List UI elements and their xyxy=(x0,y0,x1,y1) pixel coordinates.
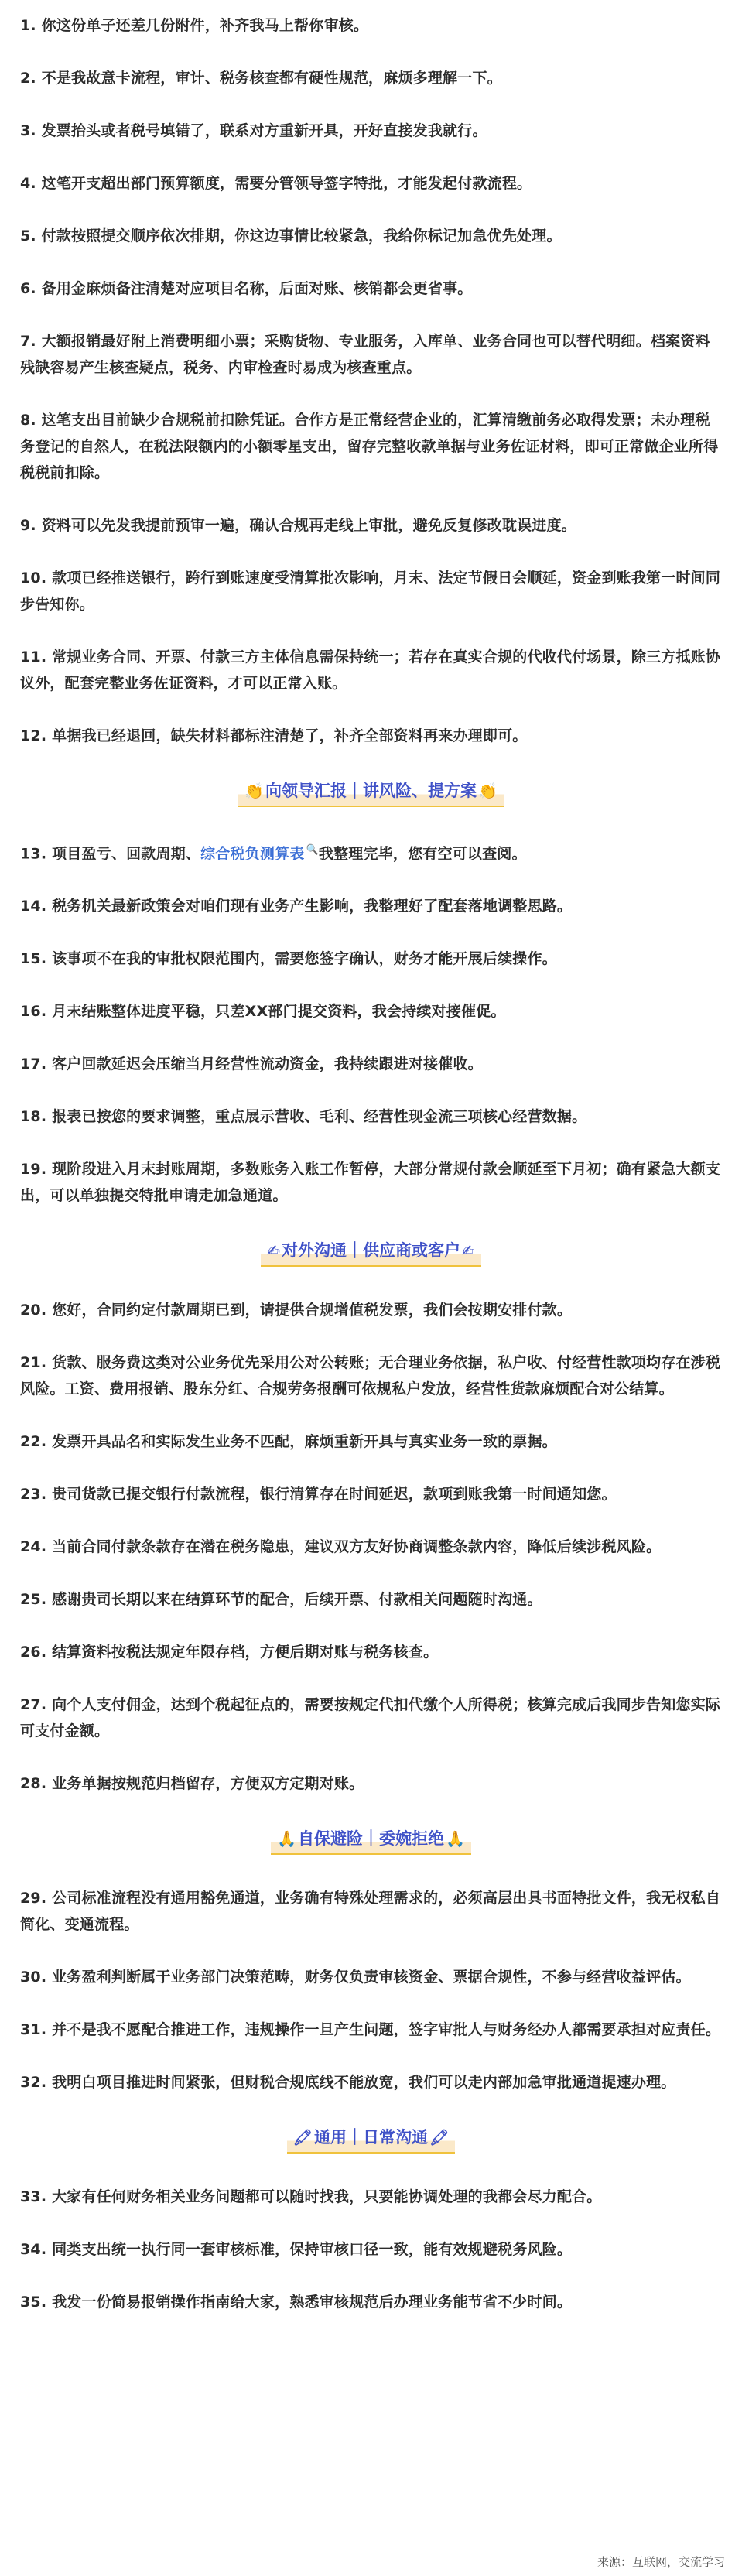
section-header-external xyxy=(20,1235,722,1269)
list-item: 6. 备用金麻烦备注清楚对应项目名称，后面对账、核销都会更省事。 xyxy=(20,280,473,297)
list-item: 23. 贵司货款已提交银行付款流程，银行清算存在时间延迟，款项到账我第一时间通知您。 xyxy=(20,1486,617,1504)
list-item: 24. 当前合同付款条款存在潜在税务隐患，建议双方友好协商调整条款内容，降低后续涉税风险。 xyxy=(20,1538,662,1556)
list-item: 29. 公司标准流程没有通用豁免通道，业务确有特殊处理需求的，必须高层出具书面特批文件，我无权私自简化、变通流程。 xyxy=(20,1890,721,1934)
list-item: 20. 您好，合同约定付款周期已到，请提供合规增值税发票，我们会按期安排付款。 xyxy=(20,1302,573,1319)
section-title: 向领导汇报｜讲风险、提方案 xyxy=(265,782,477,800)
list-item: 5. 付款按照提交顺序依次排期，你这边事情比较紧急，我给你标记加急优先处理。 xyxy=(20,227,562,245)
list-item: 31. 并不是我不愿配合推进工作，违规操作一旦产生问题，签字审批人与财务经办人都需要承担对应责任。 xyxy=(20,2021,721,2039)
tips-list-selfprotect xyxy=(20,1885,722,2095)
section-title: 通用｜日常沟通 xyxy=(314,2128,428,2147)
list-item: 26. 结算资料按税法规定年限存档，方便后期对账与税务核查。 xyxy=(20,1644,439,1661)
list-item: 9. 资料可以先发我提前预审一遍，确认合规再走线上审批，避免反复修改耽误进度。 xyxy=(20,517,576,534)
list-item: 1. 你这份单子还差几份附件，补齐我马上帮你审核。 xyxy=(20,17,369,34)
tips-list-basic xyxy=(20,12,722,749)
clap-icon: 👏 xyxy=(244,782,264,800)
list-item: 32. 我明白项目推进时间紧张，但财税合规底线不能放宽，我们可以走内部加急审批通道提速办理。 xyxy=(20,2074,676,2092)
list-item: 28. 业务单据按规范归档留存，方便双方定期对账。 xyxy=(20,1775,364,1793)
list-item: 10. 款项已经推送银行，跨行到账速度受清算批次影响，月末、法定节假日会顺延，资金到账我第一时间同步告知你。 xyxy=(20,570,721,613)
writing-hand-icon: ✍ xyxy=(267,1241,280,1261)
writing-hand-icon: ✍ xyxy=(462,1241,475,1261)
section-header-selfprotect xyxy=(20,1823,722,1857)
list-item: 25. 感谢贵司长期以来在结算环节的配合，后续开票、付款相关问题随时沟通。 xyxy=(20,1591,542,1609)
list-item: 3. 发票抬头或者税号填错了，联系对方重新开具，开好直接发我就行。 xyxy=(20,122,487,139)
list-item: 19. 现阶段进入月末封账周期，多数账务入账工作暂停，大部分常规付款会顺延至下月初；确有紧急大额支出，可以单独提交特批申请走加急通道。 xyxy=(20,1161,721,1205)
section-header-general xyxy=(20,2122,722,2156)
list-item: 21. 货款、服务费这类对公业务优先采用公对公转账；无合理业务依据，私户收、付经营性款项均存在涉税风险。工资、费用报销、股东分红、合规劳务报酬可依规私户发放，经营性货款麻烦配合对公结算。 xyxy=(20,1354,721,1398)
tips-list-report xyxy=(20,893,722,1209)
list-item: 13. 项目盈亏、回款周期、综合税负测算表 🔍我整理完毕，您有空可以查阅。 xyxy=(20,844,527,863)
list-item: 2. 不是我故意卡流程，审计、税务核查都有硬性规范，麻烦多理解一下。 xyxy=(20,70,502,87)
tips-list-general xyxy=(20,2184,722,2315)
crayon-icon: 🖍 xyxy=(292,2128,313,2147)
section-title: 对外沟通｜供应商或客户 xyxy=(282,1241,460,1261)
source-footer: 来源：互联网，交流学习 xyxy=(597,2555,725,2569)
list-item: 16. 月末结账整体进度平稳，只差XX部门提交资料，我会持续对接催促。 xyxy=(20,1003,506,1021)
list-item: 7. 大额报销最好附上消费明细小票；采购货物、专业服务，入库单、业务合同也可以替代明细。档案资料残缺容易产生核查疑点，税务、内审检查时易成为核查重点。 xyxy=(20,333,710,376)
tips-list-external xyxy=(20,1297,722,1797)
clap-icon: 👏 xyxy=(478,782,498,800)
list-item: 22. 发票开具品名和实际发生业务不匹配，麻烦重新开具与真实业务一致的票据。 xyxy=(20,1433,557,1451)
list-item: 14. 税务机关最新政策会对咱们现有业务产生影响，我整理好了配套落地调整思路。 xyxy=(20,898,573,915)
list-item: 11. 常规业务合同、开票、付款三方主体信息需保持统一；若存在真实合规的代收代付场景，除三方抵账协议外，配套完整业务佐证资料，才可以正常入账。 xyxy=(20,648,721,692)
list-item: 15. 该事项不在我的审批权限范围内，需要您签字确认，财务才能开展后续操作。 xyxy=(20,950,557,968)
list-item: 4. 这笔开支超出部门预算额度，需要分管领导签字特批，才能发起付款流程。 xyxy=(20,175,532,192)
tax-burden-link[interactable]: 综合税负测算表 xyxy=(200,845,305,863)
list-item: 33. 大家有任何财务相关业务问题都可以随时找我，只要能协调处理的我都会尽力配合。 xyxy=(20,2188,602,2206)
list-item: 30. 业务盈利判断属于业务部门决策范畴，财务仅负责审核资金、票据合规性，不参与经营收益评估。 xyxy=(20,1969,691,1986)
list-item: 8. 这笔支出目前缺少合规税前扣除凭证。合作方是正常经营企业的，汇算清缴前务必取得发票；未办理税务登记的自然人，在税法限额内的小额零星支出，留存完整收款单据与业务佐证材料，即可正常做企业所得税税前扣除。 xyxy=(20,412,719,481)
list-item: 34. 同类支出统一执行同一套审核标准，保持审核口径一致，能有效规避税务风险。 xyxy=(20,2241,573,2259)
section-title: 自保避险｜委婉拒绝 xyxy=(298,1829,444,1849)
search-icon[interactable]: 🔍 xyxy=(306,844,319,856)
folded-hands-icon: 🙏 xyxy=(446,1829,465,1849)
list-item: 35. 我发一份简易报销操作指南给大家，熟悉审核规范后办理业务能节省不少时间。 xyxy=(20,2294,573,2311)
list-item: 18. 报表已按您的要求调整，重点展示营收、毛利、经营性现金流三项核心经营数据。 xyxy=(20,1108,587,1126)
crayon-icon: 🖍 xyxy=(429,2128,450,2147)
list-item: 27. 向个人支付佣金，达到个税起征点的，需要按规定代扣代缴个人所得税；核算完成后我同步告知您实际可支付金额。 xyxy=(20,1696,721,1740)
section-header-report xyxy=(20,775,722,809)
list-item: 12. 单据我已经退回，缺失材料都标注清楚了，补齐全部资料再来办理即可。 xyxy=(20,727,528,744)
list-item: 17. 客户回款延迟会压缩当月经营性流动资金，我持续跟进对接催收。 xyxy=(20,1055,483,1073)
folded-hands-icon: 🙏 xyxy=(277,1829,296,1849)
